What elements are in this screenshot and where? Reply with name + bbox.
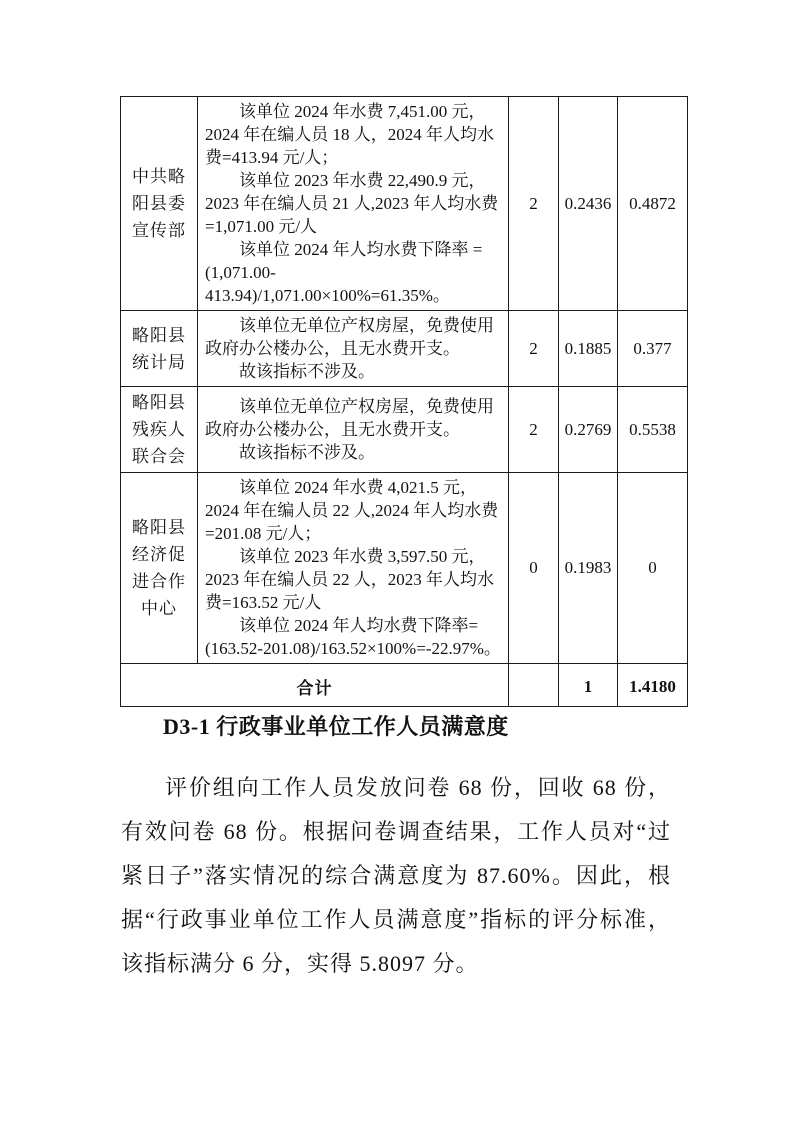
unit-name-cell: 中共略阳县委宣传部 bbox=[121, 97, 198, 311]
unit-name-cell: 略阳县经济促进合作中心 bbox=[121, 473, 198, 664]
table-body bbox=[121, 97, 688, 664]
value-cell-1: 2 bbox=[509, 311, 559, 387]
description-cell: 该单位无单位产权房屋，免费使用政府办公楼办公，且无水费开支。 故该指标不涉及。 bbox=[198, 387, 509, 473]
value-cell-2: 0.2769 bbox=[559, 387, 618, 473]
description-cell: 该单位 2024 年水费 4,021.5 元，2024 年在编人员 22 人,2024 年人均水费=201.08 元/人； 该单位 2023 年水费 3,597.50 元，2023 年在编人员 22 人，2023 年人均水费=163.52 元/人 该单位 2024 年人均水费下降率= (163.52-201.08)/163.52×100%=-22.97%。 bbox=[198, 473, 509, 664]
unit-name-cell: 略阳县残疾人联合会 bbox=[121, 387, 198, 473]
table-row bbox=[121, 97, 688, 311]
value-cell-3: 0.5538 bbox=[618, 387, 688, 473]
table-row bbox=[121, 473, 688, 664]
total-value-cell-3: 1.4180 bbox=[618, 664, 688, 707]
description-cell: 该单位 2024 年水费 7,451.00 元，2024 年在编人员 18 人，2024 年人均水费=413.94 元/人； 该单位 2023 年水费 22,490.9 元，2023 年在编人员 21 人,2023 年人均水费=1,071.00 元/人 该单位 2024 年人均水费下降率 =(1,071.00-413.94)/1,071.00×100%=61.35%。 bbox=[198, 97, 509, 311]
section-heading: D3-1 行政事业单位工作人员满意度 bbox=[163, 714, 509, 739]
table-row bbox=[121, 311, 688, 387]
value-cell-2: 0.1983 bbox=[559, 473, 618, 664]
value-cell-1: 2 bbox=[509, 97, 559, 311]
value-cell-2: 0.2436 bbox=[559, 97, 618, 311]
value-cell-3: 0.377 bbox=[618, 311, 688, 387]
total-row bbox=[121, 664, 688, 707]
value-cell-1: 0 bbox=[509, 473, 559, 664]
value-cell-2: 0.1885 bbox=[559, 311, 618, 387]
total-value-cell-1 bbox=[509, 664, 559, 707]
value-cell-1: 2 bbox=[509, 387, 559, 473]
description-cell: 该单位无单位产权房屋，免费使用政府办公楼办公，且无水费开支。 故该指标不涉及。 bbox=[198, 311, 509, 387]
unit-name-cell: 略阳县统计局 bbox=[121, 311, 198, 387]
body-paragraph: 评价组向工作人员发放问卷 68 份，回收 68 份，有效问卷 68 份。根据问卷调查结果，工作人员对“过紧日子”落实情况的综合满意度为 87.60%。因此，根据“行政事业单位工作人员满意度”指标的评分标准，该指标满分 6 分，实得 5.8097 分。 bbox=[121, 775, 671, 976]
total-value-cell-2: 1 bbox=[559, 664, 618, 707]
evaluation-table bbox=[120, 96, 688, 707]
value-cell-3: 0 bbox=[618, 473, 688, 664]
value-cell-3: 0.4872 bbox=[618, 97, 688, 311]
table-row bbox=[121, 387, 688, 473]
total-label-cell: 合计 bbox=[121, 664, 509, 707]
